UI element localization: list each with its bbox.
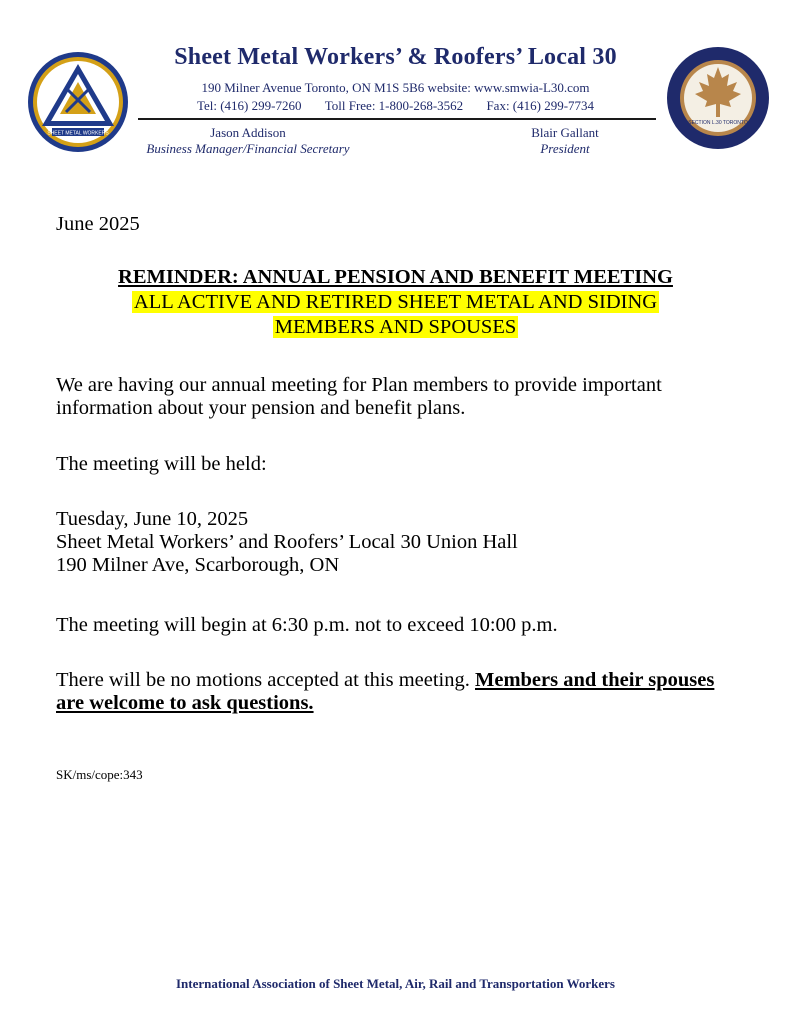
meeting-details — [56, 508, 518, 577]
officer-title: Business Manager/Financial Secretary — [146, 141, 350, 156]
audience-line-2: MEMBERS AND SPOUSES — [274, 316, 517, 338]
audience-line-1: ALL ACTIVE AND RETIRED SHEET METAL AND SIDING — [133, 291, 658, 313]
fax-number: Fax: (416) 299-7734 — [486, 98, 595, 113]
officer-business-manager — [138, 125, 358, 157]
motions-note: There will be no motions accepted at this meeting. — [56, 669, 475, 691]
meeting-venue: Sheet Metal Workers’ and Roofers’ Local 30 Union Hall — [56, 531, 518, 553]
meeting-address: 190 Milner Ave, Scarborough, ON — [56, 554, 340, 576]
meeting-time-paragraph: The meeting will begin at 6:30 p.m. not to exceed 10:00 p.m. — [56, 614, 558, 636]
organization-name: Sheet Metal Workers’ & Roofers’ Local 30 — [174, 44, 617, 70]
headline-block — [40, 265, 751, 340]
officer-name: Blair Gallant — [531, 125, 599, 140]
footer-affiliation: International Association of Sheet Metal, Air, Rail and Transportation Workers — [175, 976, 615, 991]
left-logo-text: SHEET METAL WORKERS — [47, 130, 109, 137]
toll-free-number: Toll Free: 1-800-268-3562 — [324, 98, 464, 113]
intro-paragraph: We are having our annual meeting for Plan members to provide important information about your pension and benefit plans. — [56, 374, 662, 419]
questions-welcome-note: Members and their spouses are welcome to ask questions. — [56, 669, 715, 714]
letterhead-divider — [138, 118, 656, 120]
contact-line — [0, 98, 791, 114]
motions-paragraph — [56, 669, 746, 715]
right-logo-text: SECTION L.30 TORONTO — [688, 120, 748, 126]
phone-number: Tel: (416) 299-7260 — [196, 98, 302, 113]
officer-name: Jason Addison — [210, 125, 286, 140]
letter-date: June 2025 — [56, 213, 140, 235]
meeting-headline: REMINDER: ANNUAL PENSION AND BENEFIT MEETING — [118, 266, 673, 288]
officer-title: President — [540, 141, 590, 156]
reference-code: SK/ms/cope:343 — [56, 767, 143, 782]
organization-address: 190 Milner Avenue Toronto, ON M1S 5B6 website: www.smwia-L30.com — [201, 80, 590, 95]
meeting-held-label: The meeting will be held: — [56, 453, 267, 475]
officer-president — [490, 125, 640, 157]
meeting-date: Tuesday, June 10, 2025 — [56, 508, 249, 530]
